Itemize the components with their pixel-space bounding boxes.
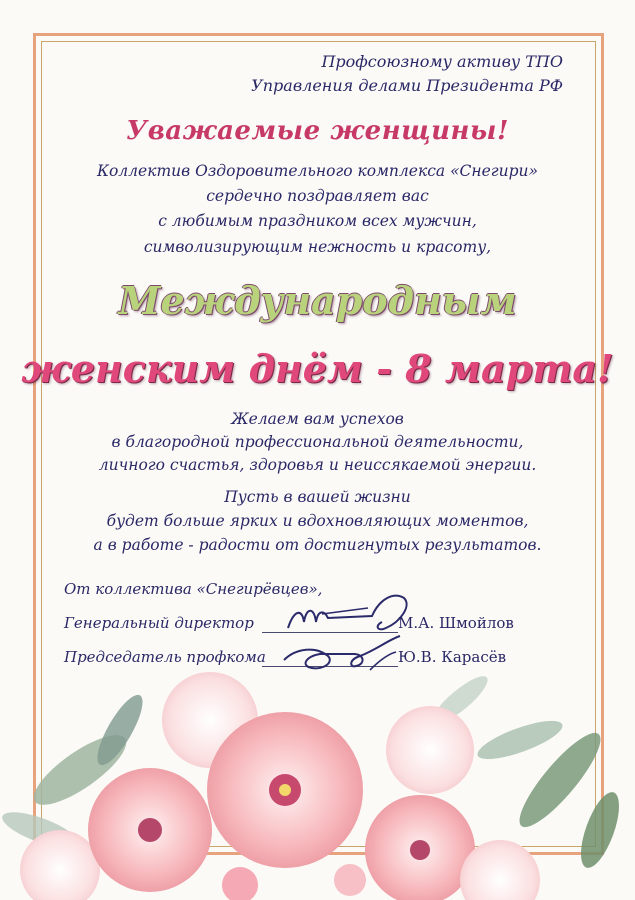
- from-collective: От коллектива «Снегирёвцев»,: [64, 580, 323, 598]
- chair-name: Ю.В. Карасёв: [398, 648, 507, 666]
- wishes2-line-2: будет больше ярких и вдохновляющих моментов,: [106, 512, 529, 530]
- director-name: М.А. Шмойлов: [398, 614, 514, 632]
- intro-line-3: с любимым праздником всех мужчин,: [158, 212, 477, 230]
- addressee-line-1: Профсоюзному активу ТПО: [321, 52, 563, 71]
- greeting-title: Уважаемые женщины!: [126, 116, 509, 146]
- chair-title: Председатель профкома: [64, 648, 266, 666]
- addressee-line-2: Управления делами Президента РФ: [251, 76, 563, 95]
- wishes2-line-1: Пусть в вашей жизни: [224, 488, 411, 506]
- wishes-line-1: Желаем вам успехов: [231, 410, 404, 428]
- wishes-line-3: личного счастья, здоровья и неиссякаемой энергии.: [98, 456, 537, 474]
- intro-line-2: сердечно поздравляет вас: [206, 187, 429, 205]
- wishes2-line-3: а в работе - радости от достигнутых результатов.: [93, 536, 542, 554]
- wishes-line-2: в благородной профессиональной деятельности,: [111, 433, 524, 451]
- director-title: Генеральный директор: [64, 614, 254, 632]
- holiday-line-2: женским днём - 8 марта!: [21, 346, 614, 391]
- intro-line-4: символизирующим нежность и красоту,: [143, 238, 492, 256]
- flower-decoration: [0, 660, 635, 900]
- intro-line-1: Коллектив Оздоровительного комплекса «Снегири»: [96, 162, 538, 180]
- holiday-line-1: Международным: [118, 278, 517, 323]
